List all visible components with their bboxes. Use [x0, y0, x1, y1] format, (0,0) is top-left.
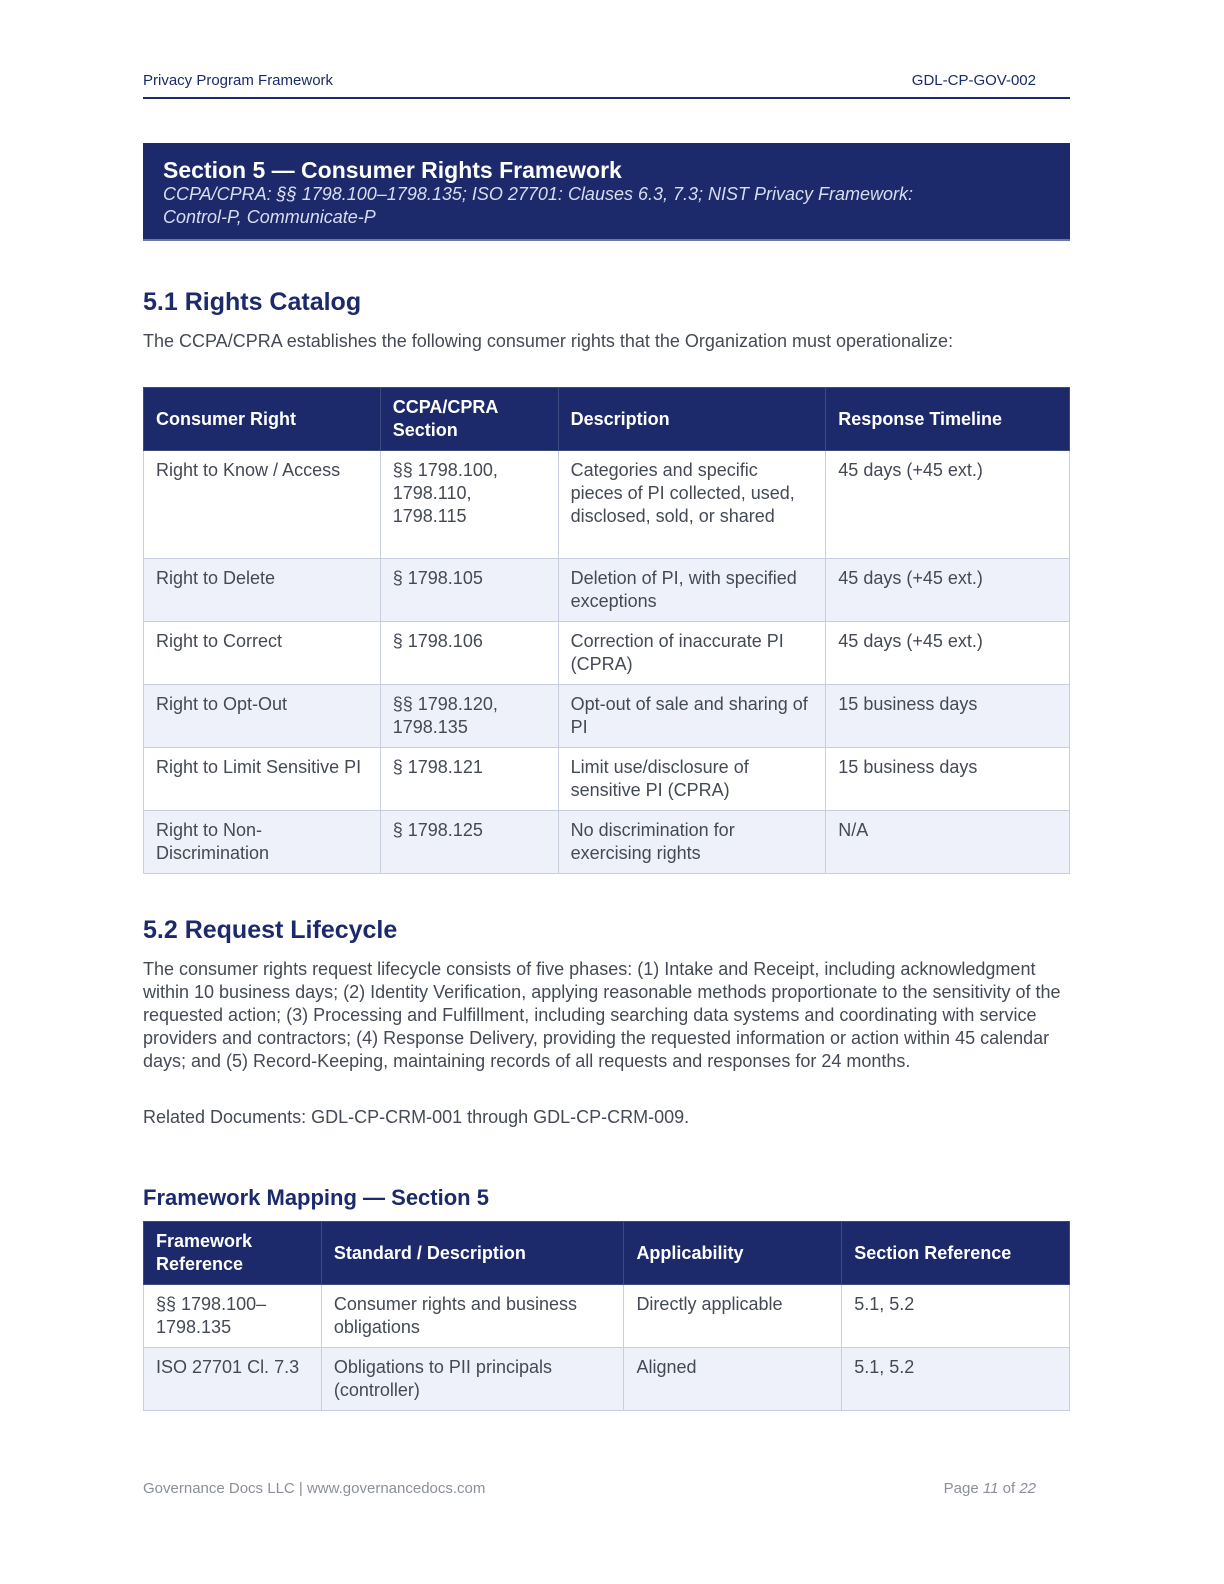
table-cell: Right to Know / Access: [144, 451, 381, 559]
table-cell: Deletion of PI, with specified exceptions: [558, 559, 826, 622]
table-row: [144, 811, 1070, 874]
table-cell: Right to Correct: [144, 622, 381, 685]
request-lifecycle-heading: 5.2 Request Lifecycle: [143, 916, 398, 944]
table-cell: 15 business days: [826, 685, 1070, 748]
table-row: [144, 622, 1070, 685]
rights-catalog-table: [143, 387, 1070, 874]
table-row: [144, 1285, 1070, 1348]
rights-catalog-heading: 5.1 Rights Catalog: [143, 288, 362, 316]
table-cell: Right to Limit Sensitive PI: [144, 748, 381, 811]
section-subtitle-line1: CCPA/CPRA: §§ 1798.100–1798.135; ISO 27701: Clauses 6.3, 7.3; NIST Privacy Framework:: [163, 184, 914, 204]
table-cell: §§ 1798.120, 1798.135: [380, 685, 558, 748]
table-cell: § 1798.105: [380, 559, 558, 622]
table-cell: Right to Opt-Out: [144, 685, 381, 748]
section-title: Section 5 — Consumer Rights Framework: [163, 157, 622, 183]
table-cell: 45 days (+45 ext.): [826, 622, 1070, 685]
table-header-row: [144, 1222, 1070, 1285]
table-cell: ISO 27701 Cl. 7.3: [144, 1348, 322, 1411]
running-header: [143, 70, 1070, 99]
table-row: [144, 451, 1070, 559]
section-subtitle-line2: Control-P, Communicate-P: [163, 207, 376, 227]
column-header: Framework Reference: [144, 1222, 322, 1285]
table-cell: Aligned: [624, 1348, 842, 1411]
table-cell: Correction of inaccurate PI (CPRA): [558, 622, 826, 685]
table-cell: § 1798.106: [380, 622, 558, 685]
related-documents: Related Documents: GDL-CP-CRM-001 through GDL-CP-CRM-009.: [143, 1107, 690, 1127]
framework-mapping-heading: Framework Mapping — Section 5: [143, 1185, 489, 1210]
table-cell: 5.1, 5.2: [842, 1348, 1070, 1411]
column-header: Consumer Right: [144, 388, 381, 451]
page-current: 11: [982, 1480, 999, 1497]
table-header-row: [144, 388, 1070, 451]
table-cell: Obligations to PII principals (controller): [321, 1348, 624, 1411]
section-banner: [143, 143, 1070, 241]
table-cell: 45 days (+45 ext.): [826, 559, 1070, 622]
request-lifecycle-body: The consumer rights request lifecycle consists of five phases: (1) Intake and Receipt, including acknowledgment within 10 business days; (2) Identity Verification, applying reasonable methods proportionate to the sensitivity of the requested action; (3) Processing and Fulfillment, including searching data systems and coordinating with service providers and contractors; (4) Response Delivery, providing the requested information or action within 45 calendar days; and (5) Record-Keeping, maintaining records of all requests and responses for 24 months.: [143, 959, 1061, 1071]
table-cell: Right to Non-Discrimination: [144, 811, 381, 874]
table-cell: Limit use/disclosure of sensitive PI (CPRA): [558, 748, 826, 811]
column-header: Applicability: [624, 1222, 842, 1285]
table-cell: §§ 1798.100, 1798.110, 1798.115: [380, 451, 558, 559]
table-row: [144, 1348, 1070, 1411]
column-header: Response Timeline: [826, 388, 1070, 451]
table-row: [144, 748, 1070, 811]
table-cell: N/A: [826, 811, 1070, 874]
page-number: [944, 1480, 1036, 1497]
page-total: 22: [1019, 1480, 1036, 1497]
column-header: Standard / Description: [321, 1222, 624, 1285]
table-cell: Directly applicable: [624, 1285, 842, 1348]
table-cell: §§ 1798.100–1798.135: [144, 1285, 322, 1348]
document-id: GDL-CP-GOV-002: [911, 72, 1036, 89]
column-header: Description: [558, 388, 826, 451]
table-cell: Right to Delete: [144, 559, 381, 622]
rights-catalog-intro: The CCPA/CPRA establishes the following consumer rights that the Organization must operationalize:: [143, 331, 954, 351]
table-cell: 15 business days: [826, 748, 1070, 811]
table-row: [144, 559, 1070, 622]
table-cell: Consumer rights and business obligations: [321, 1285, 624, 1348]
table-cell: 45 days (+45 ext.): [826, 451, 1070, 559]
framework-mapping-table: [143, 1221, 1070, 1411]
table-cell: § 1798.121: [380, 748, 558, 811]
column-header: Section Reference: [842, 1222, 1070, 1285]
table-cell: § 1798.125: [380, 811, 558, 874]
table-cell: Opt-out of sale and sharing of PI: [558, 685, 826, 748]
footer-company: Governance Docs LLC | www.governancedocs.com: [143, 1480, 486, 1497]
table-cell: 5.1, 5.2: [842, 1285, 1070, 1348]
page-label: Page: [943, 1480, 979, 1497]
document-title: Privacy Program Framework: [143, 72, 334, 89]
table-cell: Categories and specific pieces of PI collected, used, disclosed, sold, or shared: [558, 451, 826, 559]
column-header: CCPA/CPRA Section: [380, 388, 558, 451]
table-row: [144, 685, 1070, 748]
table-cell: No discrimination for exercising rights: [558, 811, 826, 874]
page-of: of: [1002, 1480, 1016, 1497]
